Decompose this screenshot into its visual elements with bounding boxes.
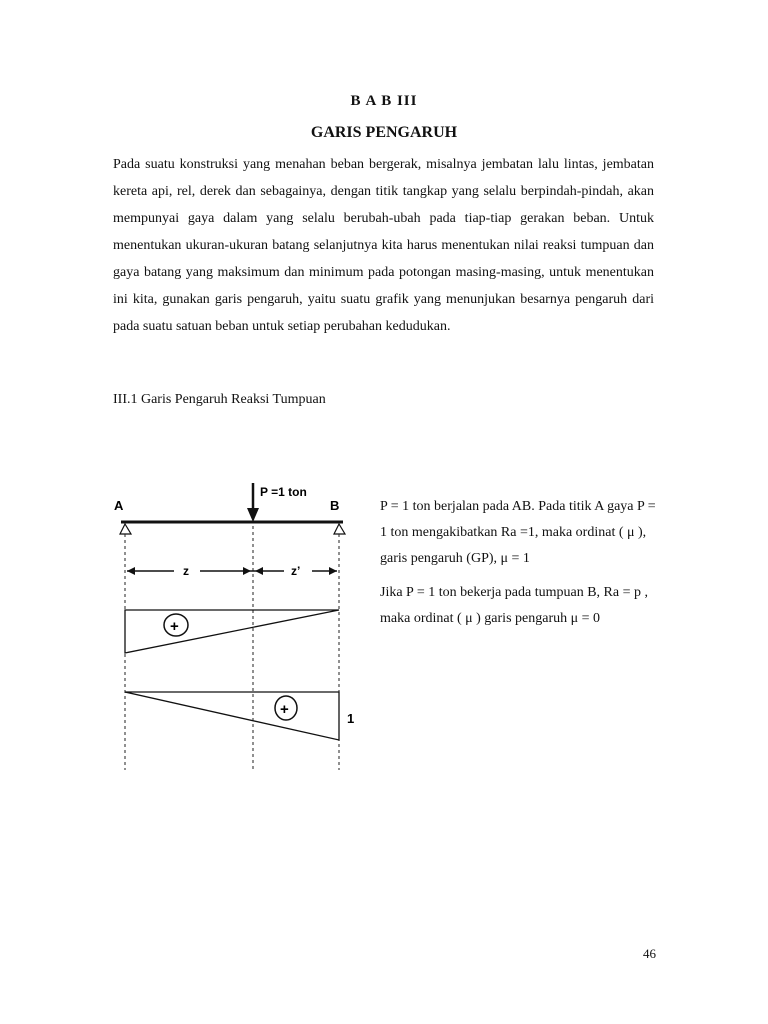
dim-z-prime-label: z’ xyxy=(291,564,301,578)
chapter-heading: B A B III xyxy=(350,93,418,109)
dim-arrow-left xyxy=(127,567,135,575)
load-label: P =1 ton xyxy=(260,485,307,499)
positive-sign-bottom: + xyxy=(280,701,289,718)
influence-line-rb xyxy=(125,692,339,740)
dim-z-label: z xyxy=(183,564,189,578)
support-a-triangle xyxy=(120,524,131,534)
support-a-label: A xyxy=(114,498,124,513)
page-number: 46 xyxy=(643,946,656,961)
load-arrow-head xyxy=(247,508,259,522)
ordinate-label: 1 xyxy=(347,711,355,726)
support-b-triangle xyxy=(334,524,345,534)
section-heading: III.1 Garis Pengaruh Reaksi Tumpuan xyxy=(113,392,326,407)
support-b-label: B xyxy=(330,498,340,513)
influence-line-ra xyxy=(125,610,339,653)
dim-arrow-right xyxy=(329,567,337,575)
intro-paragraph: Pada suatu konstruksi yang menahan beban bergerak, misalnya jembatan lalu lintas, jembatan kereta api, rel, derek dan sebagainya, dengan titik tangkap yang selalu berpindah-pindah, akan mempunyai gaya dalam yang selalu berubah-ubah pada tiap-tiap gerakan beban. Untuk menentukan ukuran-ukuran batang selanjutnya kita harus menentukan nilai reaksi tumpuan dan gaya batang yang maksimum dan minimum pada potongan masing-masing, untuk menentukan ini kita, gunakan garis pengaruh, yaitu suatu grafik yang menunjukan besarnya pengaruh dari pada suatu satuan beban untuk setiap perubahan kedudukan. xyxy=(113,157,654,334)
influence-line-figure xyxy=(108,478,368,778)
dim-arrow-mid-left xyxy=(243,567,251,575)
side-text-2: Jika P = 1 ton bekerja pada tumpuan B, Ra = p , maka ordinat ( μ ) garis pengaruh μ = 0 xyxy=(380,585,649,626)
chapter-title: GARIS PENGARUH xyxy=(310,124,458,141)
dim-arrow-mid-right xyxy=(255,567,263,575)
side-text-1: P = 1 ton berjalan pada AB. Pada titik A gaya P = 1 ton mengakibatkan Ra =1, maka ordinat ( μ ), garis pengaruh (GP), μ = 1 xyxy=(380,499,656,566)
positive-sign-top: + xyxy=(170,618,179,635)
